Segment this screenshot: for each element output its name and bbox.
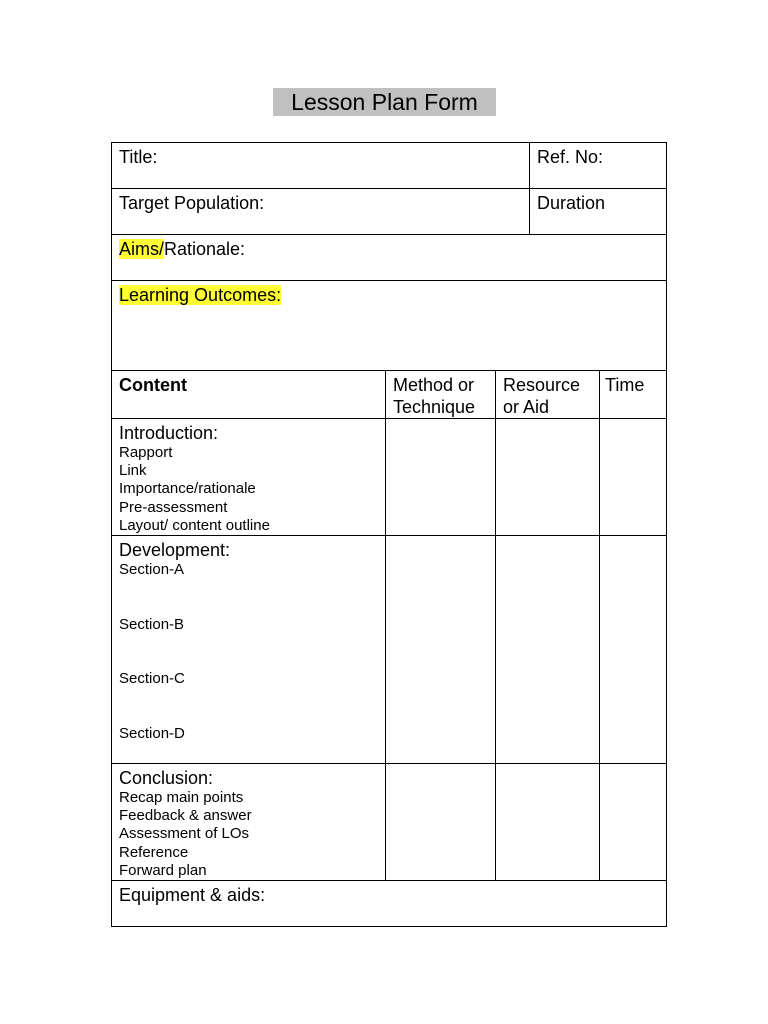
method-header (386, 371, 496, 419)
list-item: Link (119, 462, 147, 480)
development-row (112, 536, 667, 764)
list-item: Rapport (119, 444, 173, 461)
list-item: Recap main points (119, 789, 244, 807)
list-item: Section-A (119, 561, 185, 579)
development-method-cell[interactable] (386, 536, 496, 764)
list-item: Section-C (119, 670, 185, 688)
list-item: Assessment of LOs (119, 825, 250, 843)
list-item: Section-D (119, 724, 185, 742)
list-item: Layout/ content outline (119, 516, 270, 534)
equipment-field[interactable] (112, 881, 667, 927)
development-cell[interactable] (112, 536, 386, 764)
list-item: Forward plan (119, 861, 207, 879)
development-list (119, 561, 378, 747)
target-row (112, 189, 667, 235)
title-row (112, 143, 667, 189)
introduction-method-cell[interactable] (386, 419, 496, 536)
target-population-field[interactable] (112, 189, 530, 235)
conclusion-list (119, 789, 378, 880)
conclusion-row (112, 764, 667, 881)
list-item: Reference (119, 843, 189, 861)
aims-row (112, 235, 667, 281)
time-header-label: Time (605, 375, 645, 395)
conclusion-title: Conclusion: (119, 768, 214, 789)
method-header-label: Method or Technique (393, 375, 476, 417)
list-item: Pre-assessment (119, 498, 228, 516)
equipment-label: Equipment & aids: (119, 885, 266, 906)
equipment-row (112, 881, 667, 927)
target-population-label: Target Population: (119, 193, 265, 213)
list-item: Importance/rationale (119, 480, 256, 498)
list-item: Section-B (119, 615, 185, 633)
ref-no-label: Ref. No: (537, 147, 604, 167)
introduction-time-cell[interactable] (600, 419, 667, 536)
title-label: Title: (119, 147, 158, 167)
aims-field[interactable] (112, 235, 667, 281)
rationale-label: Rationale: (164, 239, 246, 259)
conclusion-time-cell[interactable] (600, 764, 667, 881)
introduction-list (119, 444, 378, 535)
conclusion-method-cell[interactable] (386, 764, 496, 881)
column-header-row (112, 371, 667, 419)
development-resource-cell[interactable] (496, 536, 600, 764)
ref-no-field[interactable] (530, 143, 667, 189)
learning-outcomes-label: Learning Outcomes: (119, 285, 282, 305)
time-header (600, 371, 667, 419)
development-title: Development: (119, 540, 231, 561)
aims-label: Aims/ (119, 239, 164, 259)
resource-header-label: Resource or Aid (503, 375, 581, 417)
page-title: Lesson Plan Form (273, 88, 496, 116)
conclusion-cell[interactable] (112, 764, 386, 881)
content-header-label: Content (119, 375, 187, 395)
outcomes-row (112, 281, 667, 371)
development-time-cell[interactable] (600, 536, 667, 764)
introduction-resource-cell[interactable] (496, 419, 600, 536)
content-header (112, 371, 386, 419)
learning-outcomes-field[interactable] (112, 281, 667, 371)
duration-field[interactable] (530, 189, 667, 235)
introduction-title: Introduction: (119, 423, 219, 443)
resource-header (496, 371, 600, 419)
list-item: Feedback & answer (119, 807, 252, 825)
title-field[interactable] (112, 143, 530, 189)
duration-label: Duration (537, 193, 606, 213)
introduction-cell[interactable] (112, 419, 386, 536)
form-grid (111, 142, 667, 927)
conclusion-resource-cell[interactable] (496, 764, 600, 881)
introduction-row (112, 419, 667, 536)
